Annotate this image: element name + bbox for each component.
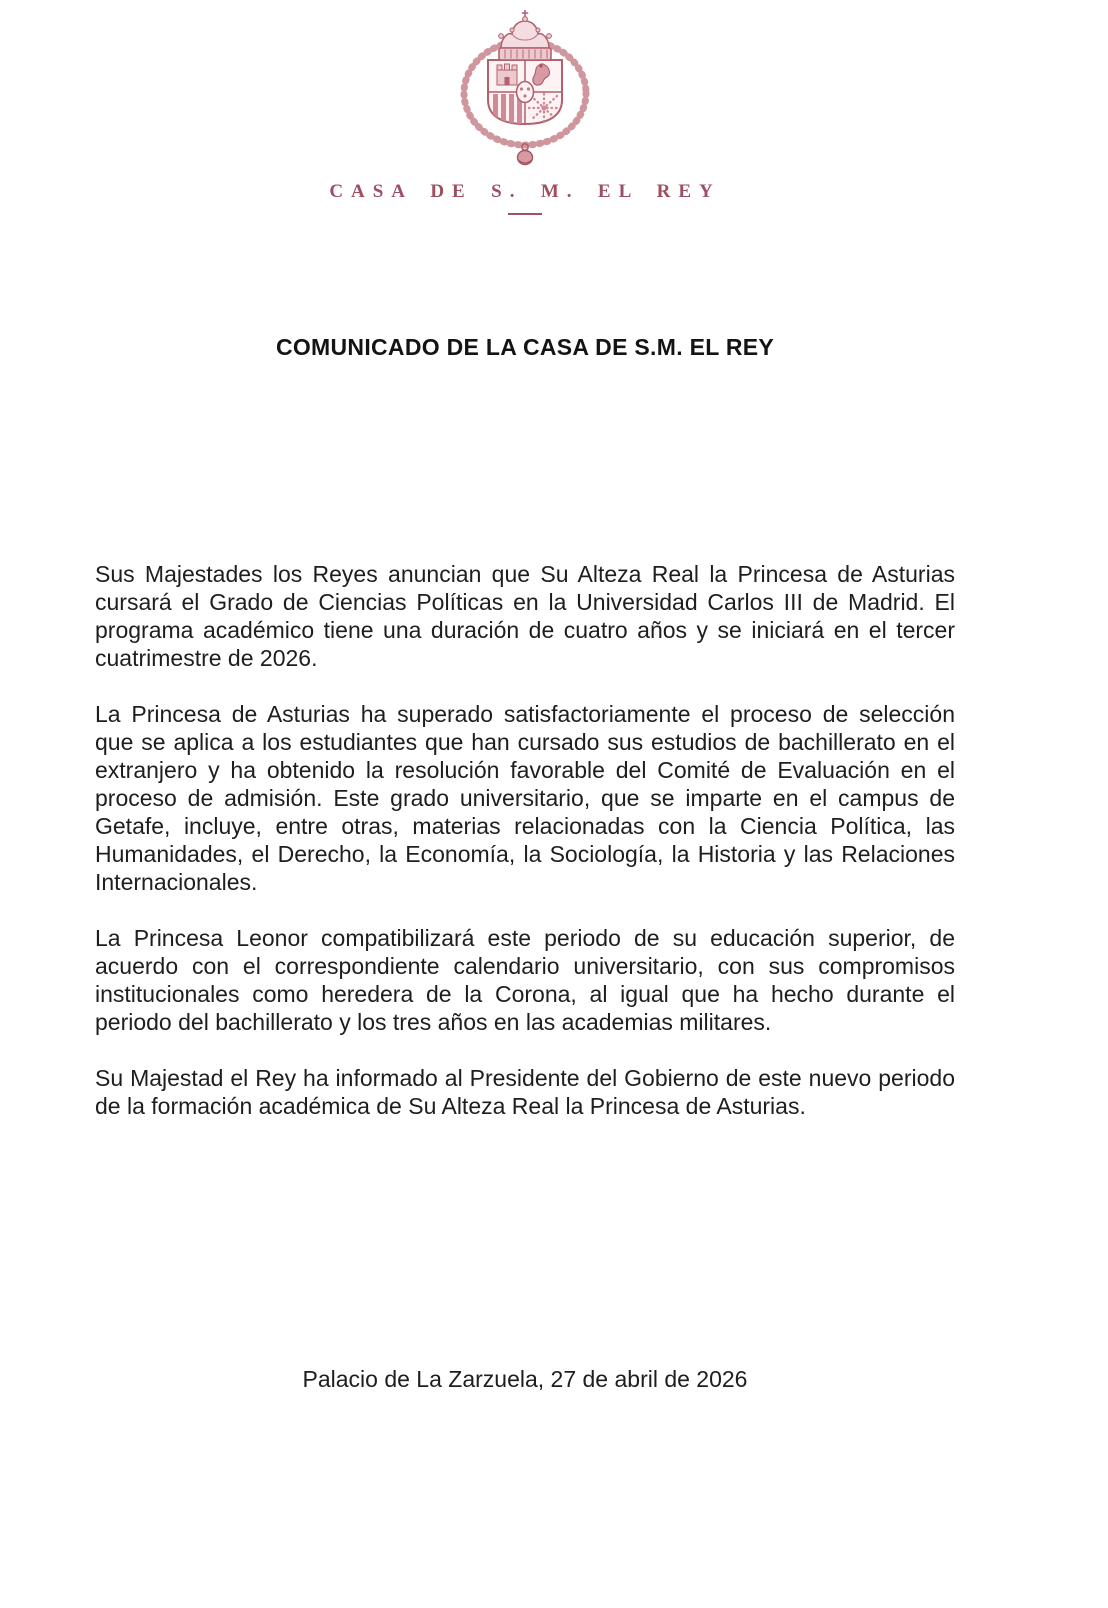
letterhead-rule bbox=[508, 213, 542, 215]
paragraph-2: La Princesa de Asturias ha superado satisfactoriamente el proceso de selección que se aplica a los estudiantes que han cursado sus estudios de bachillerato en el extranjero y ha obtenido la resolución favorable del Comité de Evaluación en el proceso de admisión. Este grado universitario, que se imparte en el campus de Getafe, incluye, entre otras, materias relacionadas con la Ciencia Política, las Humanidades, el Derecho, la Economía, la Sociología, la Historia y las Relaciones Internacionales. bbox=[95, 701, 955, 895]
paragraph-1: Sus Majestades los Reyes anuncian que Su Alteza Real la Princesa de Asturias cursará el Grado de Ciencias Políticas en la Universidad Carlos III de Madrid. El programa académico tiene una duración de cuatro años y se iniciará en el tercer cuatrimestre de 2026. bbox=[95, 561, 955, 671]
content-column bbox=[95, 0, 955, 1393]
paragraph-3: La Princesa Leonor compatibilizará este periodo de su educación superior, de acuerdo con el correspondiente calendario universitario, con sus compromisos institucionales como heredera de la Corona, al igual que ha hecho durante el periodo del bachillerato y los tres años en las academias militares. bbox=[95, 925, 955, 1035]
dateline: Palacio de La Zarzuela, 27 de abril de 2026 bbox=[302, 1366, 748, 1392]
letterhead bbox=[95, 0, 955, 215]
document-title: COMUNICADO DE LA CASA DE S.M. EL REY bbox=[275, 334, 775, 360]
document-body bbox=[95, 560, 955, 1120]
royal-coat-of-arms-icon bbox=[459, 8, 591, 168]
paragraph-4: Su Majestad el Rey ha informado al Presidente del Gobierno de este nuevo periodo de la formación académica de Su Alteza Real la Princesa de Asturias. bbox=[95, 1065, 955, 1119]
org-name: CASA DE S. M. EL REY bbox=[329, 181, 721, 202]
